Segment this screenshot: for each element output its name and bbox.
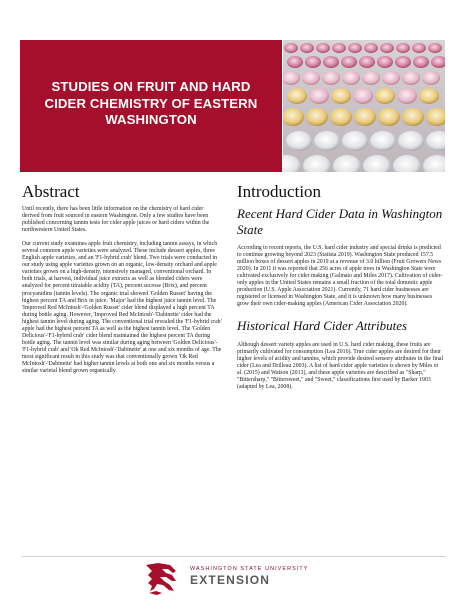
vials-illustration — [283, 40, 445, 172]
introduction-column — [237, 182, 445, 398]
footer-divider — [22, 556, 446, 557]
abstract-column — [22, 182, 222, 382]
section-heading-historical-attributes: Historical Hard Cider Attributes — [237, 318, 408, 334]
abstract-heading: Abstract — [22, 182, 80, 201]
wsu-cougar-logo-icon — [140, 559, 182, 597]
title-banner — [20, 40, 282, 172]
sample-vials-photo — [283, 40, 445, 172]
section-heading-recent-data: Recent Hard Cider Data in Washington State — [237, 206, 443, 237]
section-paragraph: According to recent reports, the U.S. hard cider industry and special drinks is predicted to continue growing beyond 2023 (Statista 2019). Washington State produced 157.5 million boxes of dessert apples in 2019 at a revenue of 3.0 billion (Fruit Growers News 2020). In 2011 it was reported that 256 acres of apple trees in Washington State were cultivated exclusively for cider making (Galinato and Miles 2017). Cultivation of cider-only apples in the United States remains a small fraction of the total domestic apple production (U.S. Apple Association 2021). Currently, 71 hard cider businesses are registered or licensed in Washington State, and it is unknown how many businesses grow their own cider-making apples (American Cider Association 2020). — [237, 245, 443, 308]
university-name: WASHINGTON STATE UNIVERSITY — [190, 566, 309, 572]
section-paragraph: Although dessert variety apples are used in U.S. hard cider making, these fruits are primarily cultivated for consumption (Lea 2016). True cider apples are desired for their higher levels of acidity and tannins, which provide desired sensory attributes in the final cider (Lea and Drilleau 2003). A list of hard cider apple varieties is shown by Miles et al. (2015) and Watson (2013), and these apple varieties are described as "Sharp," "Bittersharp," "Bittersweet," and "Sweet," classifications first used by Barker 1903 (adapted by Lea, 2008). — [237, 341, 444, 391]
abstract-paragraph: Until recently, there has been little information on the chemistry of hard cider derived from fruit sourced in eastern Washington. Only a few studies have been published concerning tannin tests for cider apple juices or hard ciders within the northwestern United States. — [22, 206, 210, 234]
extension-name: EXTENSION — [190, 573, 271, 587]
introduction-heading: Introduction — [237, 182, 322, 201]
extension-logo-text — [190, 566, 308, 587]
abstract-paragraph: Our current study examines apple fruit chemistry, including tannin assays, in which several common apple varieties were analyzed. These include dessert apples, three English apple varieties, and an 'F1-hybrid crab' blend. Two trials were conducted in our study using apple varieties grown on an organic, low-density orchard and apple varieties grown on a high-density, intensively managed, conventional orchard. In both trials, at harvest, individual juice extracts as well as blended ciders were analyzed for percent titratable acidity (TA), percent sucrose (Brix), and percent procyanidins (tannin levels). The organic trial showed 'Golden Russet' having the highest percent TA and Brix in juice. 'Major' had the highest juice tannin level. The 'Improved Red McIntosh'-'Golden Russet' cider blend displayed a high percent TA during bottle aging. However, 'Improved Red McIntosh'-'Dabinette' cider had the highest tannin level during aging. The conventional trial revealed the 'F1-hybrid crab' apple had the highest percent TA as well as the highest tannin level. The 'Golden Delicious'-'F1-hybrid crab' cider blend maintained the highest percent TA during bottle aging. The tannin level was similar during aging between 'Golden Delicious'-'F1-hybrid crab' and 'Ok Red McIntosh'-'Dabinette' at one and six months of age. The most significant result in this study was that conventionally grown 'Ok Red McIntosh'-'Dabinette' had higher tannin levels at both one and six months versus a similar varietal blend grown organically. — [22, 241, 222, 375]
document-title: STUDIES ON FRUIT AND HARD CIDER CHEMISTRY OF EASTERN WASHINGTON — [44, 79, 258, 128]
